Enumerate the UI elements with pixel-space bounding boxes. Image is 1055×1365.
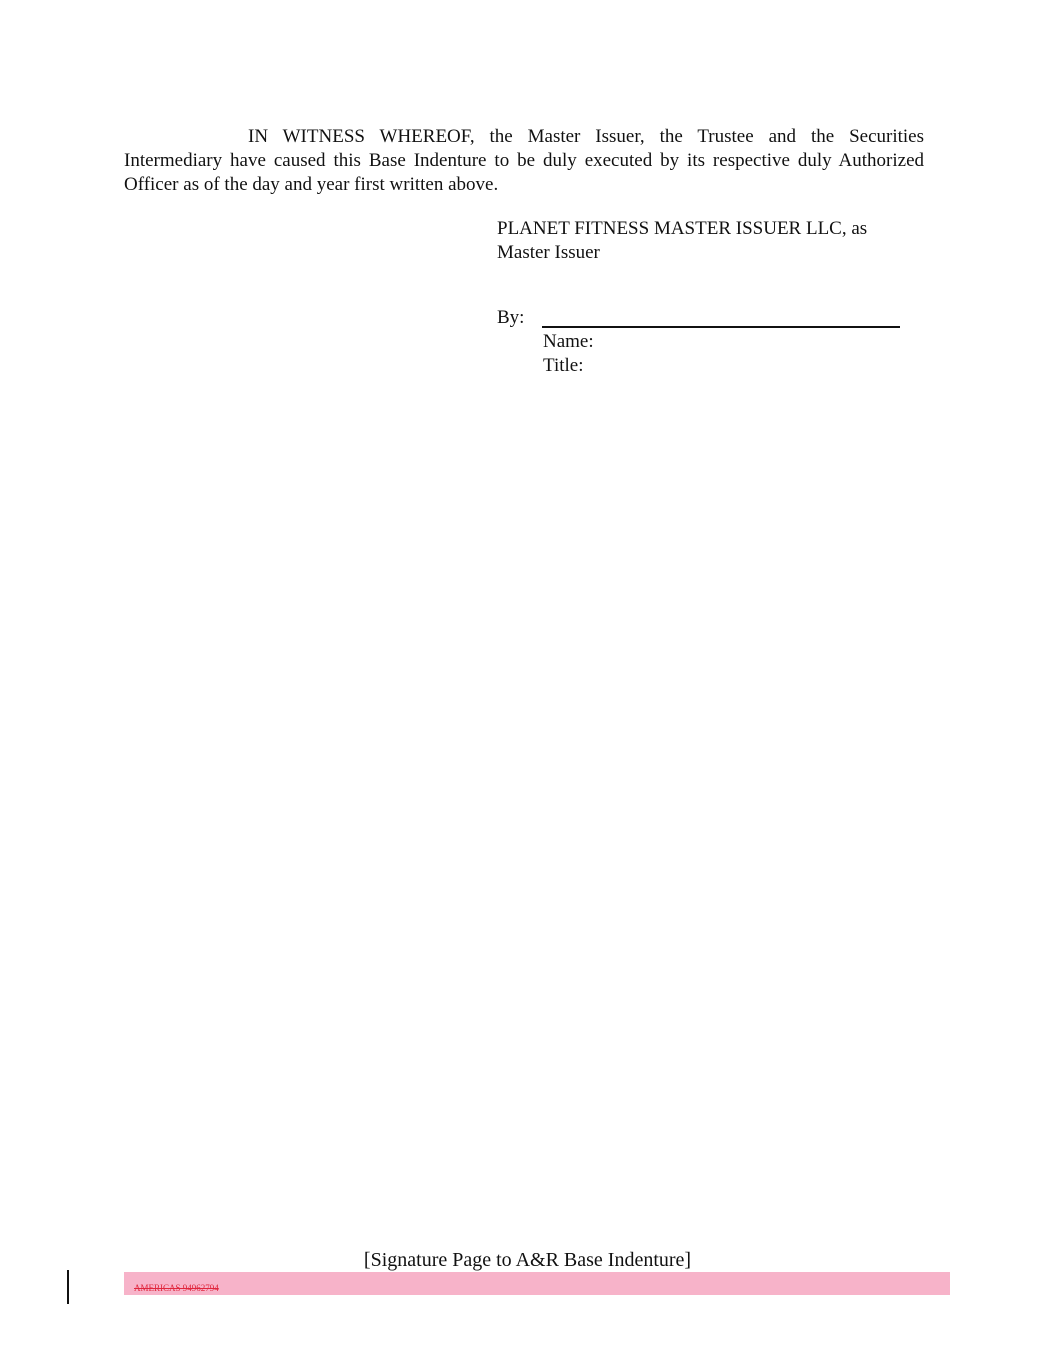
document-id: AMERICAS 94962794 [134, 1283, 219, 1293]
entity-name-line: PLANET FITNESS MASTER ISSUER LLC, as [497, 218, 868, 239]
by-label: By: [497, 307, 525, 328]
signature-page-caption: [Signature Page to A&R Base Indenture] [363, 1249, 692, 1271]
entity-capacity-line: Master Issuer [497, 242, 600, 263]
signature-block-entity [497, 217, 917, 265]
title-label: Title: [543, 355, 584, 376]
name-label: Name: [543, 331, 594, 352]
revision-change-bar [67, 1270, 69, 1304]
signature-by-row [497, 306, 917, 330]
witness-paragraph: IN WITNESS WHEREOF, the Master Issuer, the Trustee and the Securities Intermediary have caused this Base Indenture to be duly executed by its respective duly Authorized Officer as of the day and year first written above. [124, 126, 924, 195]
signature-line [542, 326, 900, 328]
document-id-highlight [124, 1272, 950, 1295]
